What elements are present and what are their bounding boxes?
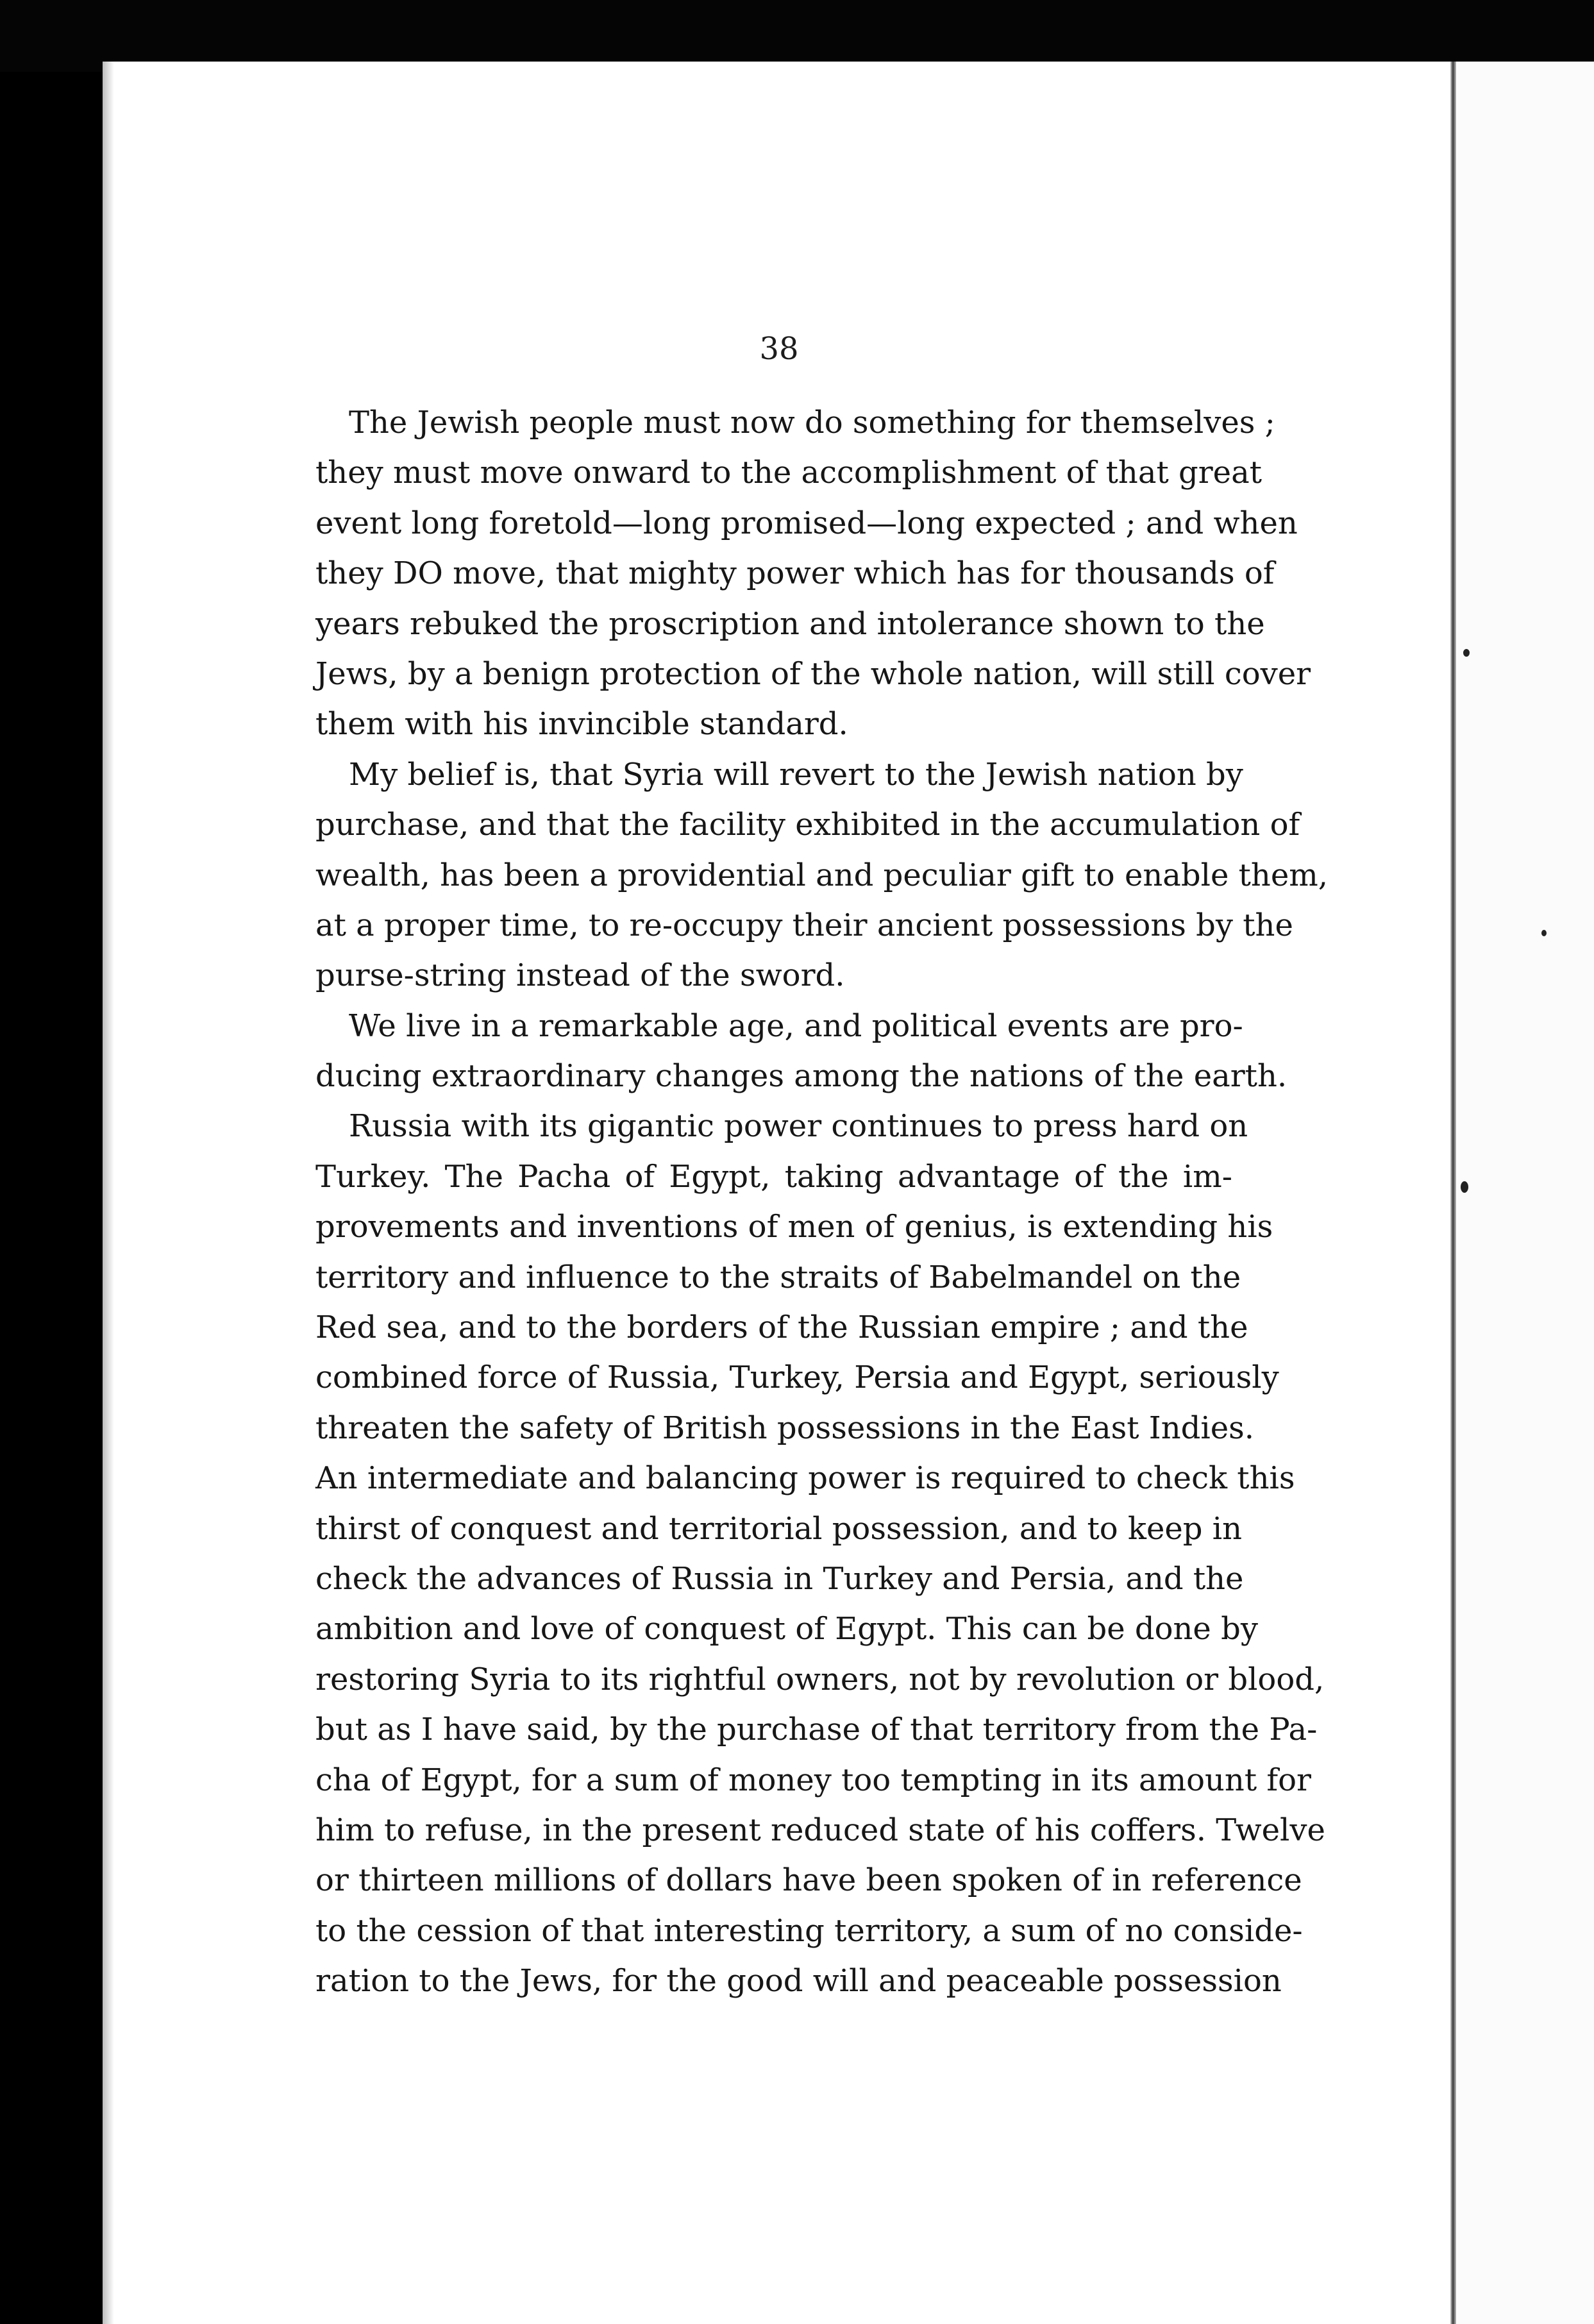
text-line: to the cession of that interesting territory, a sum of no conside- (315, 1912, 1303, 1949)
binding-gutter (1450, 62, 1456, 2324)
text-line: Turkey. The Pacha of Egypt, taking advantage of the im- (315, 1158, 1232, 1195)
text-line: The Jewish people must now do something for themselves ; (349, 405, 1275, 441)
text-line: Russia with its gigantic power continues to press hard on (349, 1108, 1248, 1145)
text-line: purchase, and that the facility exhibited in the accumulation of (315, 807, 1300, 843)
page-number: 38 (759, 331, 799, 367)
text-line: cha of Egypt, for a sum of money too tempting in its amount for (315, 1762, 1311, 1798)
text-line: purse-string instead of the sword. (315, 957, 845, 994)
text-line: provements and inventions of men of genius, is extending his (315, 1209, 1273, 1245)
text-line: them with his invincible standard. (315, 706, 848, 743)
text-line: they must move onward to the accomplishment of that great (315, 455, 1262, 491)
text-line: wealth, has been a providential and peculiar gift to enable them, (315, 857, 1329, 893)
text-line: or thirteen millions of dollars have been spoken of in reference (315, 1862, 1302, 1899)
text-line: combined force of Russia, Turkey, Persia and Egypt, seriously (315, 1360, 1279, 1396)
text-line: they DO move, that mighty power which has for thousands of (315, 555, 1275, 592)
text-line: thirst of conquest and territorial possession, and to keep in (315, 1510, 1243, 1547)
text-line: at a proper time, to re-occupy their ancient possessions by the (315, 907, 1293, 943)
text-line: restoring Syria to its rightful owners, not by revolution or blood, (315, 1661, 1325, 1697)
text-line: ducing extraordinary changes among the nations of the earth. (315, 1058, 1288, 1095)
text-line: Red sea, and to the borders of the Russian empire ; and the (315, 1309, 1248, 1346)
text-line: My belief is, that Syria will revert to the Jewish nation by (349, 756, 1243, 793)
text-line: him to refuse, in the present reduced state of his coffers. Twelve (315, 1812, 1325, 1848)
text-line: ambition and love of conquest of Egypt. This can be done by (315, 1611, 1258, 1647)
text-line: event long foretold—long promised—long expected ; and when (315, 505, 1298, 541)
text-line: ration to the Jews, for the good will and peaceable possession (315, 1963, 1282, 2000)
text-line: An intermediate and balancing power is required to check this (315, 1460, 1295, 1497)
body-text (315, 398, 1329, 2007)
facing-page-edge (1457, 62, 1594, 2324)
page-edge-shadow (103, 62, 114, 2324)
scan-speck (1541, 930, 1547, 936)
text-line: years rebuked the proscription and intolerance shown to the (315, 605, 1265, 642)
text-line: We live in a remarkable age, and political events are pro- (349, 1007, 1243, 1044)
text-line: but as I have said, by the purchase of that territory from the Pa- (315, 1712, 1318, 1748)
scan-speck (1461, 1181, 1468, 1193)
text-line: check the advances of Russia in Turkey and Persia, and the (315, 1560, 1244, 1597)
scan-speck (1463, 649, 1470, 657)
text-line: threaten the safety of British possessions in the East Indies. (315, 1410, 1255, 1446)
text-line: Jews, by a benign protection of the whole nation, will still cover (315, 655, 1311, 692)
text-line: territory and influence to the straits of Babelmandel on the (315, 1259, 1241, 1295)
